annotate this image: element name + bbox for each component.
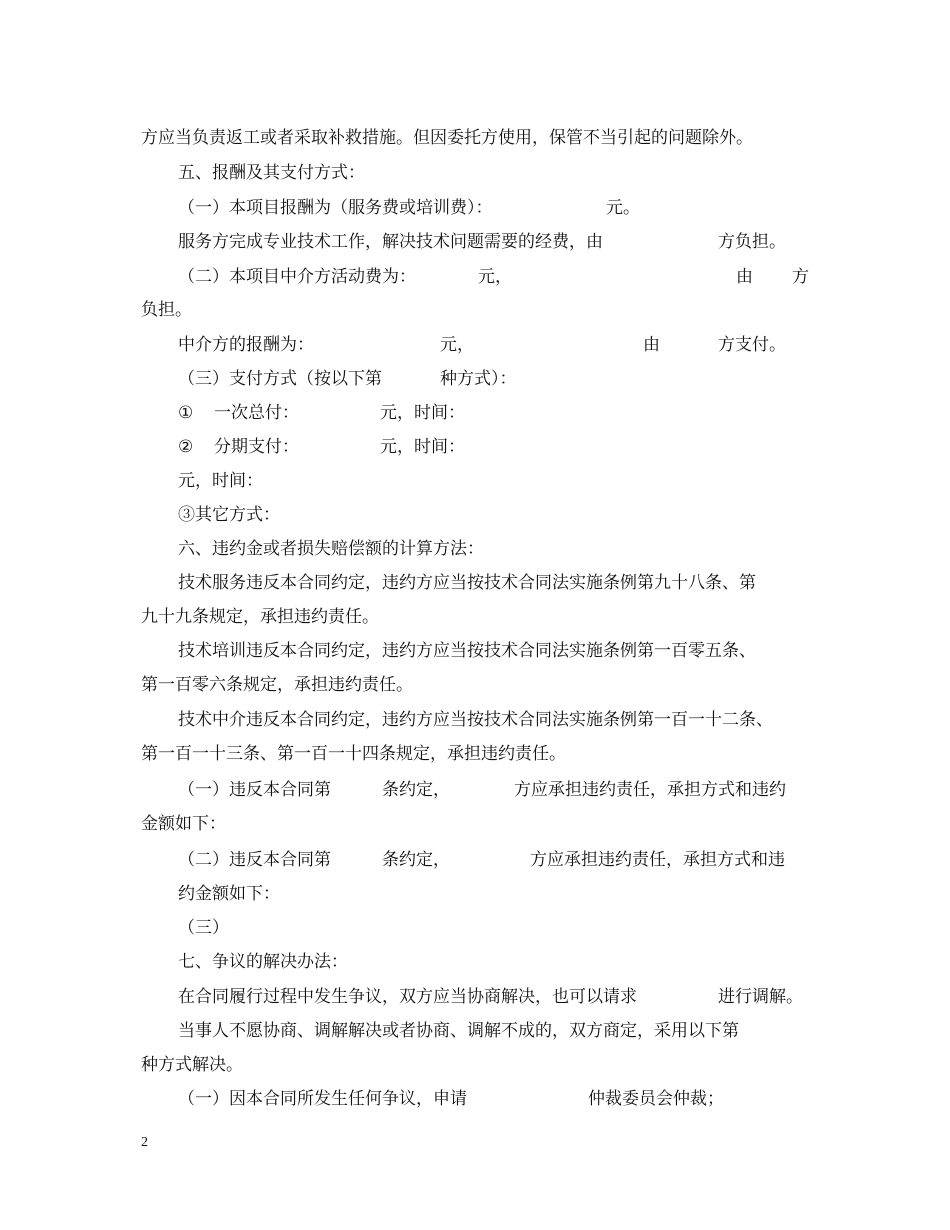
- text-segment: 种方式解决。: [141, 1055, 243, 1075]
- text-segment: 由: [643, 335, 660, 355]
- text-segment: 中介方的报酬为：: [178, 335, 314, 355]
- text-segment: （一）违反本合同第: [178, 780, 331, 800]
- text-segment: 一次总付：: [214, 403, 299, 423]
- text-segment: 元，时间：: [380, 437, 465, 457]
- text-segment: 条约定，: [382, 780, 450, 800]
- text-segment: 由: [736, 267, 753, 287]
- text-segment: 服务方完成专业技术工作，解决技术问题需要的经费，由: [178, 232, 603, 252]
- text-segment: 六、违约金或者损失赔偿额的计算方法：: [178, 539, 484, 559]
- text-segment: 元。: [606, 198, 640, 218]
- text-segment: 七、争议的解决办法：: [178, 952, 348, 972]
- text-segment: 当事人不愿协商、调解解决或者协商、调解不成的，双方商定，采用以下第: [178, 1021, 739, 1041]
- text-segment: 方负担。: [718, 232, 786, 252]
- text-segment: 方支付。: [718, 335, 786, 355]
- text-segment: 条约定，: [382, 850, 450, 870]
- text-segment: （二）本项目中介方活动费为：: [178, 267, 416, 287]
- text-segment: 五、报酬及其支付方式：: [178, 163, 365, 183]
- text-segment: 第一百一十三条、第一百一十四条规定，承担违约责任。: [141, 744, 566, 764]
- text-segment: 元，时间：: [178, 471, 263, 491]
- text-segment: 技术培训违反本合同约定，违约方应当按技术合同法实施条例第一百零五条、: [178, 641, 756, 661]
- text-segment: （三）支付方式（按以下第: [178, 369, 382, 389]
- text-segment: 种方式）：: [440, 369, 517, 389]
- text-segment: 方应当负责返工或者采取补救措施。但因委托方使用，保管不当引起的问题除外。: [141, 128, 753, 148]
- text-segment: （一）因本合同所发生任何争议，申请: [178, 1089, 467, 1109]
- page-number: 2: [141, 1135, 148, 1150]
- text-segment: ③其它方式：: [178, 505, 280, 525]
- text-segment: 方应承担违约责任，承担方式和违: [530, 850, 785, 870]
- text-segment: 进行调解。: [718, 987, 803, 1007]
- text-segment: 约金额如下：: [178, 884, 280, 904]
- text-segment: 元，时间：: [380, 403, 465, 423]
- text-segment: 分期支付：: [214, 437, 299, 457]
- text-segment: 第一百零六条规定，承担违约责任。: [141, 675, 413, 695]
- text-segment: 元，: [440, 335, 474, 355]
- text-segment: 技术中介违反本合同约定，违约方应当按技术合同法实施条例第一百一十二条、: [178, 710, 773, 730]
- text-segment: （二）违反本合同第: [178, 850, 331, 870]
- text-segment: ②: [178, 437, 194, 457]
- text-segment: 元，: [478, 267, 512, 287]
- text-segment: 负担。: [141, 300, 192, 320]
- text-segment: 在合同履行过程中发生争议，双方应当协商解决，也可以请求: [178, 987, 637, 1007]
- text-segment: ①: [178, 403, 194, 423]
- text-segment: 仲裁委员会仲裁；: [588, 1089, 724, 1109]
- text-segment: 九十九条规定，承担违约责任。: [141, 607, 379, 627]
- text-segment: 金额如下：: [141, 814, 226, 834]
- text-segment: （一）本项目报酬为（服务费或培训费）：: [178, 198, 493, 218]
- text-segment: 技术服务违反本合同约定，违约方应当按技术合同法实施条例第九十八条、第: [178, 573, 756, 593]
- text-segment: 方应承担违约责任，承担方式和违约: [514, 780, 786, 800]
- text-segment: （三）: [178, 918, 229, 938]
- text-segment: 方: [792, 267, 809, 287]
